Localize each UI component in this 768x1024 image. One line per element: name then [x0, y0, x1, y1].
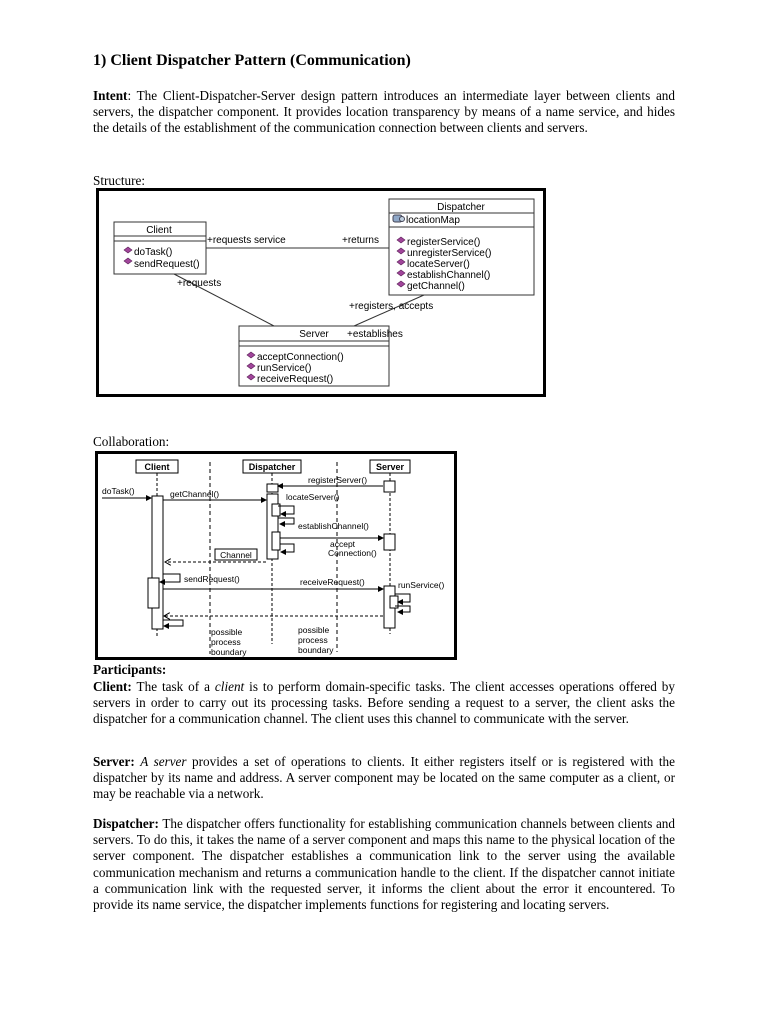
- boundary-label: possible: [298, 625, 330, 635]
- server-op: runService(): [257, 363, 312, 374]
- msg-accept: accept: [330, 539, 356, 549]
- lifeline-client-label: Client: [144, 462, 170, 472]
- msg-establishChannel: establishChannel(): [298, 521, 369, 531]
- boundary-label: boundary: [211, 647, 247, 657]
- boundary-label: boundary: [298, 645, 334, 655]
- boundary-label: process: [298, 635, 328, 645]
- page-title: 1) Client Dispatcher Pattern (Communication): [93, 52, 411, 69]
- client-op: sendRequest(): [134, 259, 200, 270]
- boundary-label: possible: [211, 627, 243, 637]
- dispatcher-text: The dispatcher offers functionality for establishing communication channels between clients and servers. To do this, it takes the name of a server component and maps this name to the physical location of the server component. The dispatcher establishes a communication link to the server using the available communication mechanism and returns a communication handle to the client. If the dispatcher cannot initiate a communication link with the requested server, it informs the client about the error it encountered. To provide its name service, the dispatcher implements functions for registering and locating servers.: [93, 816, 675, 913]
- dispatcher-op: registerService(): [407, 237, 481, 248]
- intent-label: Intent: [93, 88, 128, 103]
- intent-paragraph: [93, 88, 675, 137]
- dispatcher-op: locateServer(): [407, 259, 470, 270]
- server-label: Server:: [93, 754, 135, 769]
- client-paragraph: [93, 679, 675, 728]
- client-text-pre: The task of a: [131, 679, 215, 694]
- msg-receiveRequest: receiveRequest(): [300, 577, 365, 587]
- client-class-box: [114, 222, 206, 274]
- msg-getChannel: getChannel(): [170, 489, 220, 499]
- dispatcher-op: establishChannel(): [407, 270, 491, 281]
- client-activation: [152, 496, 163, 629]
- msg-locateServer: locateServer(): [286, 492, 340, 502]
- client-text: is to perform domain-specific tasks. The client accesses operations offered by servers in order to carry out its processing tasks. Before sending a request to a server, the client asks the dispatcher for a communication channel. The client uses this channel to communicate with the server.: [93, 679, 675, 727]
- dispatcher-op: unregisterService(): [407, 248, 492, 259]
- dispatcher-paragraph: [93, 816, 675, 913]
- channel-label: Channel: [220, 550, 252, 560]
- dispatcher-class-box: [389, 199, 534, 295]
- structure-diagram: [96, 188, 546, 397]
- server-op: receiveRequest(): [257, 374, 334, 385]
- msg-sendRequest: sendRequest(): [184, 574, 240, 584]
- server-text-em: A server: [140, 754, 187, 769]
- intent-text: : The Client-Dispatcher-Server design pattern introduces an intermediate layer between clients and servers, the dispatcher component. It provides location transparency by means of a name service, and hides the details of the establishment of the communication connection between clients and servers.: [93, 88, 675, 136]
- assoc-label: +registers, accepts: [349, 301, 434, 312]
- client-text-em: client: [214, 679, 245, 694]
- lifeline-dispatcher-label: Dispatcher: [248, 462, 296, 472]
- participants-heading: Participants:: [93, 662, 167, 677]
- lifeline-server-label: Server: [375, 462, 405, 472]
- client-label: Client:: [93, 679, 132, 694]
- server-op: acceptConnection(): [257, 352, 344, 363]
- msg-connection: Connection(): [328, 548, 377, 558]
- collaboration-label: Collaboration:: [93, 434, 170, 449]
- msg-registerServer: registerServer(): [308, 475, 368, 485]
- dispatcher-attr: locationMap: [406, 215, 460, 226]
- server-paragraph: [93, 754, 675, 803]
- assoc-label: +requests: [177, 278, 222, 289]
- client-class-name: Client: [146, 225, 172, 236]
- boundary-label: process: [211, 637, 241, 647]
- msg-runService: runService(): [398, 580, 445, 590]
- collaboration-diagram: [95, 451, 457, 660]
- dispatcher-class-name: Dispatcher: [437, 202, 485, 213]
- dispatcher-label: Dispatcher:: [93, 816, 159, 831]
- dispatcher-op: getChannel(): [407, 281, 465, 292]
- assoc-label: +requests service: [207, 235, 286, 246]
- server-text: provides a set of operations to clients. It either registers itself or is registered with the dispatcher by its name and address. A server component may be located on the same computer as a client, or may be reachable via a network.: [93, 754, 676, 802]
- assoc-label: +returns: [342, 235, 379, 246]
- structure-label: Structure:: [93, 173, 146, 188]
- server-class-name: Server: [299, 329, 329, 340]
- msg-doTask: doTask(): [102, 486, 135, 496]
- assoc-label: +establishes: [347, 329, 403, 340]
- client-op: doTask(): [134, 247, 173, 258]
